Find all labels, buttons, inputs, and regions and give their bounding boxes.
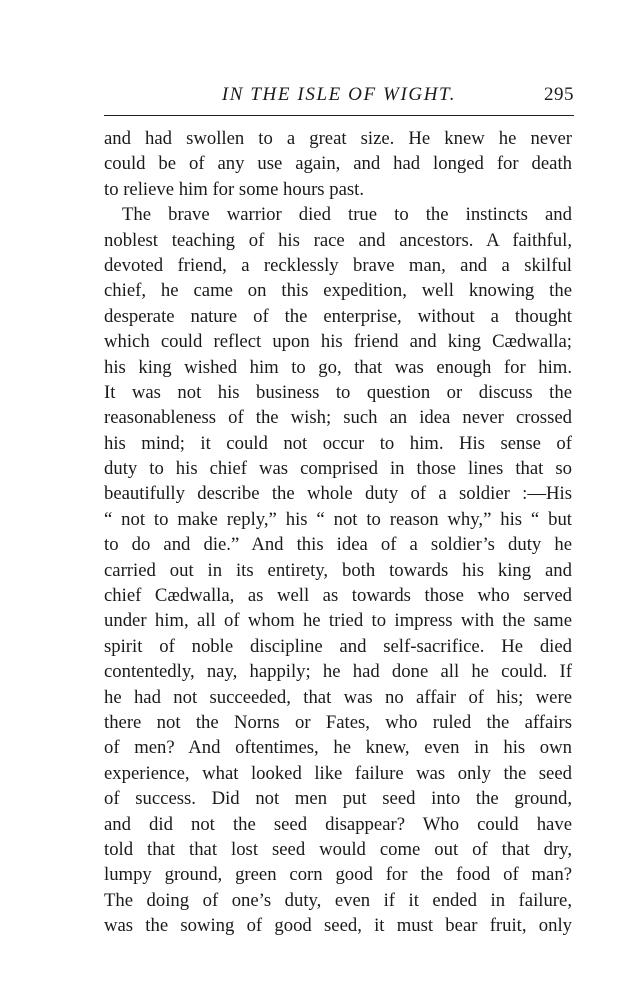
text-line: experience, what looked like failure was only the seed (104, 762, 572, 784)
text-line: chief Cædwalla, as well as towards those who served (104, 585, 572, 607)
body-text (104, 126, 572, 939)
text-line: of success. Did not men put seed into the ground, (104, 788, 572, 810)
text-line: contentedly, nay, happily; he had done all he could. If (104, 661, 572, 683)
text-line: his king wished him to go, that was enough for him. (104, 356, 572, 378)
text-line: his mind; it could not occur to him. His sense of (104, 432, 572, 454)
text-line: was the sowing of good seed, it must bear fruit, only (104, 915, 572, 937)
text-line: of men? And oftentimes, he knew, even in his own (104, 737, 572, 759)
text-line: under him, all of whom he tried to impress with the same (104, 610, 572, 632)
text-line: there not the Norns or Fates, who ruled the affairs (104, 711, 572, 733)
header-rule (104, 115, 574, 116)
text-line: beautifully describe the whole duty of a soldier :—His (104, 483, 572, 505)
running-title: IN THE ISLE OF WIGHT. (221, 84, 457, 105)
text-line: lumpy ground, green corn good for the food of man? (104, 864, 572, 886)
text-line: and had swollen to a great size. He knew he never (104, 128, 572, 149)
text-line: The doing of one’s duty, even if it ended in failure, (104, 889, 572, 911)
page-number: 295 (544, 84, 574, 105)
text-line: carried out in its entirety, both towards his king and (104, 559, 572, 581)
text-line: to do and die.” And this idea of a soldier’s duty he (104, 534, 572, 556)
text-line: which could reflect upon his friend and king Cædwalla; (104, 331, 572, 353)
text-line: desperate nature of the enterprise, without a thought (104, 305, 572, 327)
text-line: and did not the seed disappear? Who could have (104, 813, 572, 835)
text-line: devoted friend, a recklessly brave man, and a skilful (104, 254, 572, 276)
text-line: “ not to make reply,” his “ not to reason why,” his “ but (104, 508, 572, 530)
text-line: could be of any use again, and had longed for death (104, 153, 572, 175)
text-line: spirit of noble discipline and self-sacrifice. He died (104, 635, 572, 657)
running-head (104, 84, 574, 110)
text-line: reasonableness of the wish; such an idea never crossed (104, 407, 572, 429)
text-line: he had not succeeded, that was no affair of his; were (104, 686, 572, 708)
text-line: duty to his chief was comprised in those lines that so (104, 458, 572, 480)
text-line: The brave warrior died true to the instincts and (122, 204, 572, 226)
text-line: told that that lost seed would come out of that dry, (104, 838, 572, 860)
text-line: to relieve him for some hours past. (104, 178, 365, 200)
text-line: chief, he came on this expedition, well knowing the (104, 280, 572, 302)
text-line: noblest teaching of his race and ancestors. A faithful, (104, 229, 572, 251)
text-line: It was not his business to question or discuss the (104, 381, 572, 403)
